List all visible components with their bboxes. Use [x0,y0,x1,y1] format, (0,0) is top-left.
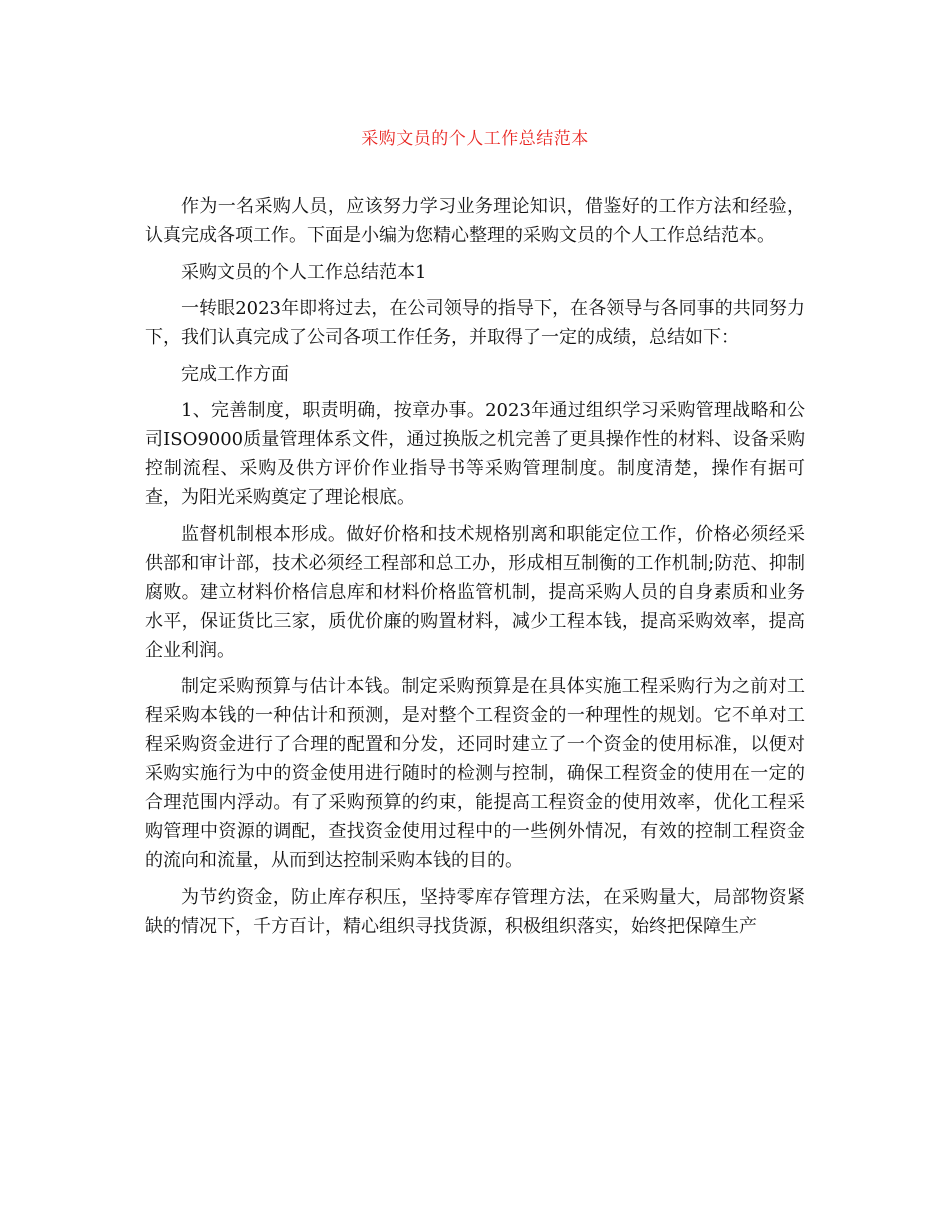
document-title: 采购文员的个人工作总结范本 [361,129,589,149]
body-paragraph: 一转眼2023年即将过去，在公司领导的指导下，在各领导与各同事的共同努力下，我们认真完成了公司各项工作任务，并取得了一定的成绩，总结如下： [145,298,805,348]
body-paragraph: 1、完善制度，职责明确，按章办事。2023年通过组织学习采购管理战略和公司ISO9000质量管理体系文件，通过换版之机完善了更具操作性的材料、设备采购控制流程、采购及供方评价作业指导书等采购管理制度。制度清楚，操作有据可查，为阳光采购奠定了理论根底。 [145,400,805,508]
body-paragraph: 监督机制根本形成。做好价格和技术规格别离和职能定位工作，价格必须经采供部和审计部，技术必须经工程部和总工办，形成相互制衡的工作机制;防范、抑制腐败。建立材料价格信息库和材料价格监管机制，提高采购人员的自身素质和业务水平，保证货比三家，质优价廉的购置材料，减少工程本钱，提高采购效率，提高企业利润。 [145,523,805,661]
section-heading: 采购文员的个人工作总结范本1 [181,261,427,283]
body-paragraph: 为节约资金，防止库存积压，坚持零库存管理方法，在采购量大，局部物资紧缺的情况下，千方百计，精心组织寻找货源，积极组织落实，始终把保障生产 [145,886,805,937]
subsection-heading: 完成工作方面 [181,363,289,385]
document-body [145,192,805,948]
intro-paragraph: 作为一名采购人员，应该努力学习业务理论知识，借鉴好的工作方法和经验，认真完成各项工作。下面是小编为您精心整理的采购文员的个人工作总结范本。 [145,196,805,246]
body-paragraph: 制定采购预算与估计本钱。制定采购预算是在具体实施工程采购行为之前对工程采购本钱的一种估计和预测，是对整个工程资金的一种理性的规划。它不单对工程采购资金进行了合理的配置和分发，还同时建立了一个资金的使用标准，以便对采购实施行为中的资金使用进行随时的检测与控制，确保工程资金的使用在一定的合理范围内浮动。有了采购预算的约束，能提高工程资金的使用效率，优化工程采购管理中资源的调配，查找资金使用过程中的一些例外情况，有效的控制工程资金的流向和流量，从而到达控制采购本钱的目的。 [145,676,805,871]
